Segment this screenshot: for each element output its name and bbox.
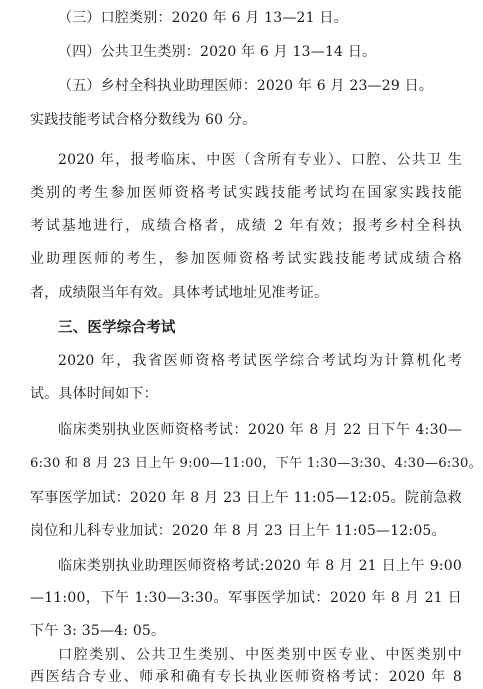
text-line-12: 试。具体时间如下： xyxy=(30,386,158,402)
text-line-11: 2020 年，我省医师资格考试医学综合考试均为计算机化考 xyxy=(58,353,462,369)
text-line-20: 口腔类别、公共卫生类别、中医类别中医专业、中医类别中 xyxy=(58,647,462,663)
text-line-8: 业助理医师的考生，参加医师资格考试实践技能考试成绩合格 xyxy=(30,251,462,267)
text-line-5: 2020 年，报考临床、中医（含所有专业）、口腔、公共卫 生 xyxy=(58,152,462,168)
text-line-19: 下午 3: 35—4: 05。 xyxy=(30,623,166,639)
text-line-13: 临床类别执业医师资格考试：2020 年 8 月 22 日下午 4:30— xyxy=(58,422,462,438)
text-line-3: （五）乡村全科执业助理医师：2020 年 6 月 23—29 日。 xyxy=(58,78,434,94)
text-line-21: 西医结合专业、师承和确有专长执业医师资格考试：2020 年 8 xyxy=(30,669,462,685)
section-heading: 三、医学综合考试 xyxy=(58,320,176,336)
text-line-2: （四）公共卫生类别：2020 年 6 月 13—14 日。 xyxy=(58,44,377,60)
text-line-17: 临床类别执业助理医师资格考试:2020 年 8 月 21 日上午 9:00 xyxy=(58,558,462,574)
text-line-16: 岗位和儿科专业加试：2020 年 8 月 23 日上午 11:05—12:05。 xyxy=(30,523,446,539)
text-line-1: （三）口腔类别：2020 年 6 月 13—21 日。 xyxy=(58,10,348,26)
text-line-4: 实践技能考试合格分数线为 60 分。 xyxy=(30,112,257,128)
text-line-7: 考试基地进行，成绩合格者，成绩 2 年有效；报考乡村全科执 xyxy=(30,218,462,234)
text-line-15: 军事医学加试：2020 年 8 月 23 日上午 11:05—12:05。院前急救 xyxy=(30,490,462,506)
text-line-6: 类别的考生参加医师资格考试实践技能考试均在国家实践技能 xyxy=(30,185,462,201)
text-line-18: —11:00，下午 1:30—3:30。军事医学加试：2020 年 8 月 21 日 xyxy=(30,590,462,606)
text-line-14: 6:30 和 8 月 23 日上午 9:00—11:00，下午 1:30—3:30、4:30—6:30。 xyxy=(30,456,483,471)
text-line-9: 者，成绩限当年有效。具体考试地址见准考证。 xyxy=(30,285,329,301)
